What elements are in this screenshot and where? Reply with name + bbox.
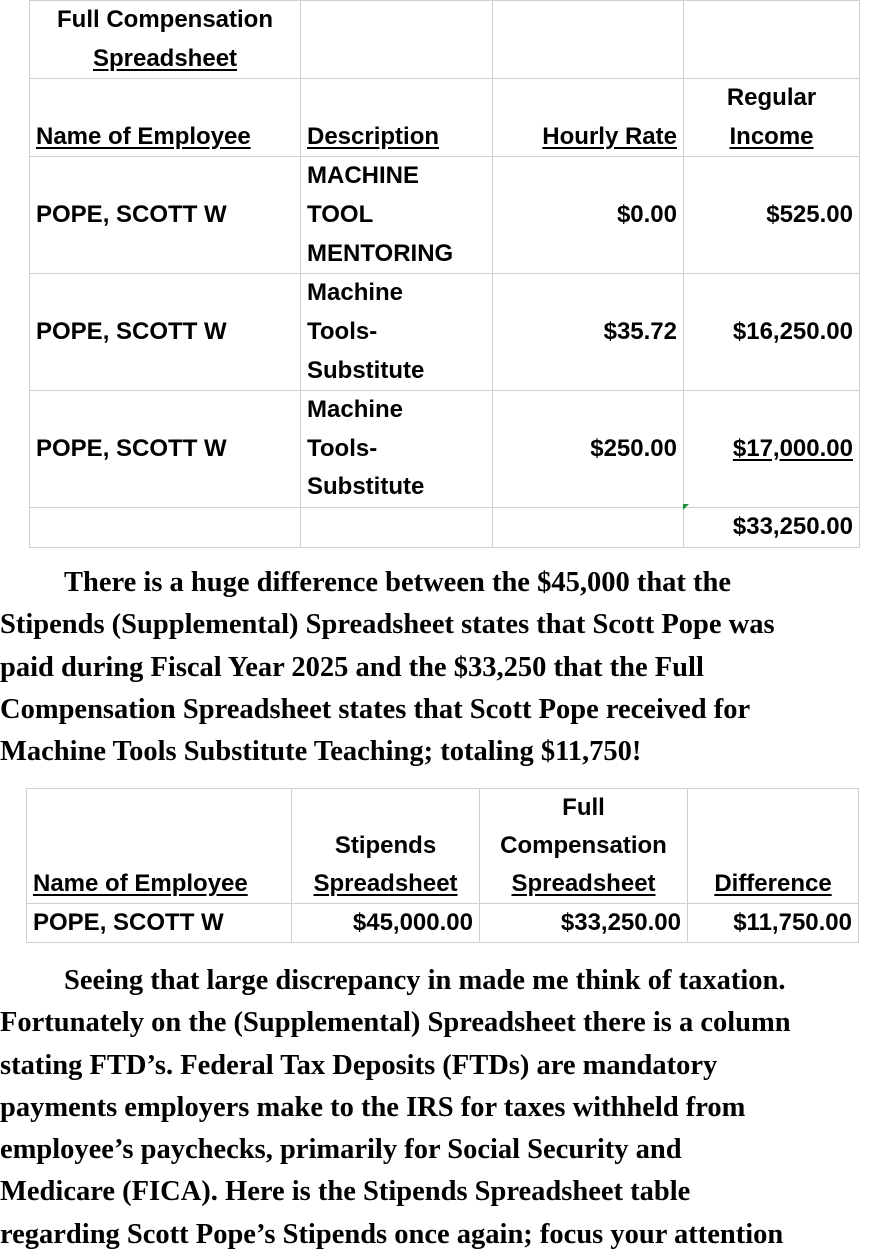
cell-regular-income: $525.00 xyxy=(684,157,860,274)
header-regular-income-line1: Regular xyxy=(726,84,817,112)
table-row xyxy=(30,274,860,391)
cell-hourly-rate: $35.72 xyxy=(493,274,684,391)
header-stipends-spreadsheet xyxy=(292,789,480,904)
cell-description xyxy=(301,391,493,508)
table-row xyxy=(30,157,860,274)
paragraph-line: paid during Fiscal Year 2025 and the $33,250 that the Full xyxy=(0,651,704,683)
header-hourly-rate-text: Hourly Rate xyxy=(542,122,677,150)
cell-name: POPE, SCOTT W xyxy=(27,904,292,943)
description-line: TOOL xyxy=(307,201,374,229)
empty-cell xyxy=(301,1,493,79)
table-row xyxy=(30,391,860,508)
description-line: Machine xyxy=(307,279,404,307)
paragraph-line: Compensation Spreadsheet states that Scott Pope received for xyxy=(0,693,751,725)
header-regular-income xyxy=(684,79,860,157)
empty-cell xyxy=(493,1,684,79)
header-full-line2: Compensation xyxy=(500,832,667,859)
header-name-of-employee xyxy=(30,79,301,157)
paragraph-line: Fortunately on the (Supplemental) Spreadsheet there is a column xyxy=(0,1007,791,1039)
paragraph-line: employee’s paychecks, primarily for Social Security and xyxy=(0,1134,682,1166)
table-title-row xyxy=(30,1,860,79)
empty-cell xyxy=(301,507,493,547)
description-line: MACHINE xyxy=(307,162,419,190)
paragraph-line: Seeing that large discrepancy in made me think of taxation. xyxy=(64,965,786,996)
header-name-text: Name of Employee xyxy=(33,870,248,897)
table-title-line1: Full Compensation xyxy=(57,6,273,33)
header-stipends-line2: Spreadsheet xyxy=(313,870,458,897)
cell-stipends: $45,000.00 xyxy=(292,904,480,943)
cell-hourly-rate: $0.00 xyxy=(493,157,684,274)
empty-cell xyxy=(684,1,860,79)
description-line: MENTORING xyxy=(307,239,454,267)
cell-error-marker xyxy=(683,504,689,510)
regular-income-underlined: $17,000.00 xyxy=(732,434,853,462)
paragraph-line: Medicare (FICA). Here is the Stipends Spreadsheet table xyxy=(0,1176,691,1208)
paragraph-line: There is a huge difference between the $45,000 that the xyxy=(64,567,732,598)
header-hourly-rate xyxy=(493,79,684,157)
description-line: Substitute xyxy=(307,356,425,384)
paragraph-line: Machine Tools Substitute Teaching; totaling $11,750! xyxy=(0,736,642,768)
table-total-row xyxy=(30,507,860,547)
header-stipends-line1: Stipends xyxy=(334,832,437,859)
cell-hourly-rate: $250.00 xyxy=(493,391,684,508)
cell-full-compensation: $33,250.00 xyxy=(480,904,688,943)
table-row xyxy=(27,904,859,943)
paragraph-line: regarding Scott Pope’s Stipends once again; focus your attention xyxy=(0,1218,784,1250)
cell-name: POPE, SCOTT W xyxy=(30,274,301,391)
cell-name: POPE, SCOTT W xyxy=(30,391,301,508)
table-title-line2: Spreadsheet xyxy=(92,44,238,72)
header-difference-text: Difference xyxy=(714,870,832,897)
table-header-row xyxy=(27,789,859,904)
cell-regular-income: $16,250.00 xyxy=(684,274,860,391)
cell-regular-income xyxy=(684,391,860,508)
cell-description xyxy=(301,157,493,274)
header-difference xyxy=(688,789,859,904)
empty-cell xyxy=(30,507,301,547)
cell-name: POPE, SCOTT W xyxy=(30,157,301,274)
paragraph-difference xyxy=(0,562,880,773)
cell-total: $33,250.00 xyxy=(684,507,860,547)
full-compensation-table xyxy=(29,0,860,548)
header-name-of-employee xyxy=(27,789,292,904)
header-description-text: Description xyxy=(307,122,440,150)
table-header-row xyxy=(30,79,860,157)
header-regular-income-line2: Income xyxy=(729,122,814,150)
empty-cell xyxy=(493,507,684,547)
cell-description xyxy=(301,274,493,391)
description-line: Substitute xyxy=(307,473,425,501)
description-line: Machine xyxy=(307,396,404,424)
header-full-line1: Full xyxy=(562,794,605,821)
paragraph-line: stating FTD’s. Federal Tax Deposits (FTDs) are mandatory xyxy=(0,1049,718,1081)
description-line: Tools- xyxy=(307,434,378,462)
header-description xyxy=(301,79,493,157)
cell-difference: $11,750.00 xyxy=(688,904,859,943)
paragraph-line: payments employers make to the IRS for taxes withheld from xyxy=(0,1091,746,1123)
header-full-line3: Spreadsheet xyxy=(511,870,656,897)
description-line: Tools- xyxy=(307,317,378,345)
header-full-compensation-spreadsheet xyxy=(480,789,688,904)
paragraph-taxation xyxy=(0,960,880,1256)
paragraph-line: Stipends (Supplemental) Spreadsheet states that Scott Pope was xyxy=(0,609,775,641)
table-title-cell xyxy=(30,1,301,79)
header-name-text: Name of Employee xyxy=(36,122,251,150)
comparison-table xyxy=(26,788,859,943)
